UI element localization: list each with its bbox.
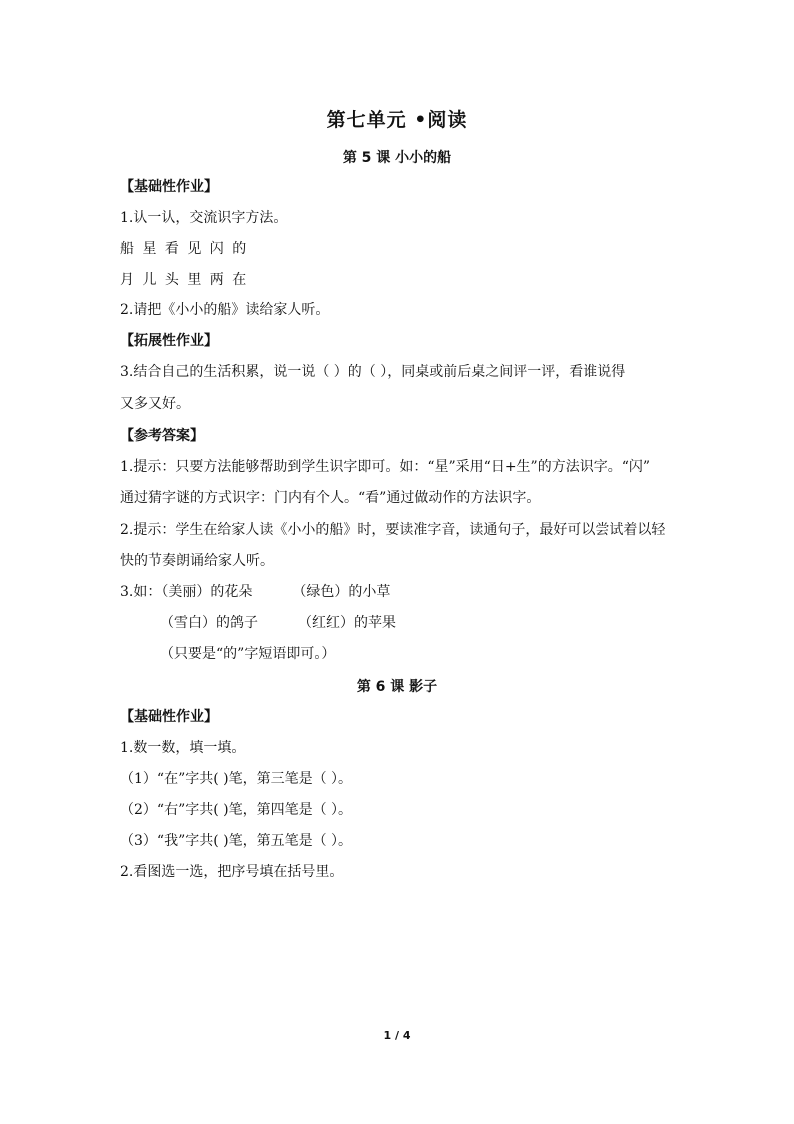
lesson5-answers-header: 【参考答案】 (120, 428, 204, 444)
lesson6-q1: 1.数一数，填一填。 (120, 740, 246, 756)
lesson5-q2: 2.请把《小小的船》读给家人听。 (120, 302, 330, 318)
answer3-prefix: 3.如： (120, 584, 162, 600)
lesson5-chars-row2: 月 儿 头 里 两 在 (120, 272, 249, 288)
lesson6-q1-2: （2）“右”字共( )笔，第四笔是（ ）。 (120, 802, 353, 818)
answer1-line1: 1.提示：只要方法能够帮助到学生识字即可。如：“星”采用“日+生”的方法识字。“闪” (120, 459, 651, 475)
unit-title: 第七单元 •阅读 (326, 109, 468, 131)
answer3-item2: （绿色）的小草 (292, 584, 391, 600)
answer3-item1: （美丽）的花朵 (161, 584, 253, 600)
lesson5-basic-header: 【基础性作业】 (120, 179, 218, 195)
answer1-line2: 通过猜字谜的方式识字：门内有个人。“看”通过做动作的方法识字。 (120, 490, 541, 506)
answer2-line2: 快的节奏朗诵给家人听。 (120, 553, 274, 569)
lesson5-chars-row1: 船 星 看 见 闪 的 (120, 241, 249, 257)
lesson5-q3-line2: 又多又好。 (120, 396, 190, 412)
answer3-item4: （红红）的苹果 (298, 615, 396, 631)
answer3-row2 (160, 613, 396, 633)
page-number: 1 / 4 (383, 1029, 411, 1042)
lesson6-q1-1: （1）“在”字共( )笔，第三笔是（ ）。 (120, 771, 353, 787)
lesson6-basic-header: 【基础性作业】 (120, 709, 218, 725)
lesson6-title: 第 6 课 影子 (356, 679, 438, 695)
answer3-note: （只要是“的”字短语即可。） (160, 646, 336, 662)
answer2-line1: 2.提示：学生在给家人读《小小的船》时，要读准字音，读通句子，最好可以尝试着以轻 (120, 522, 666, 538)
lesson6-q1-3: （3）“我”字共( )笔，第五笔是（ ）。 (120, 833, 353, 849)
lesson5-q1: 1.认一认，交流识字方法。 (120, 210, 288, 226)
lesson5-title: 第 5 课 小小的船 (342, 150, 452, 166)
lesson5-extended-header: 【拓展性作业】 (120, 333, 218, 349)
answer3-item3: （雪白）的鸽子 (160, 615, 258, 631)
lesson5-q3-line1: 3.结合自己的生活积累，说一说（ ）的（ ），同桌或前后桌之间评一评，看谁说得 (120, 364, 626, 380)
lesson6-q2: 2.看图选一选，把序号填在括号里。 (120, 864, 344, 880)
answer3-row1 (120, 582, 390, 602)
